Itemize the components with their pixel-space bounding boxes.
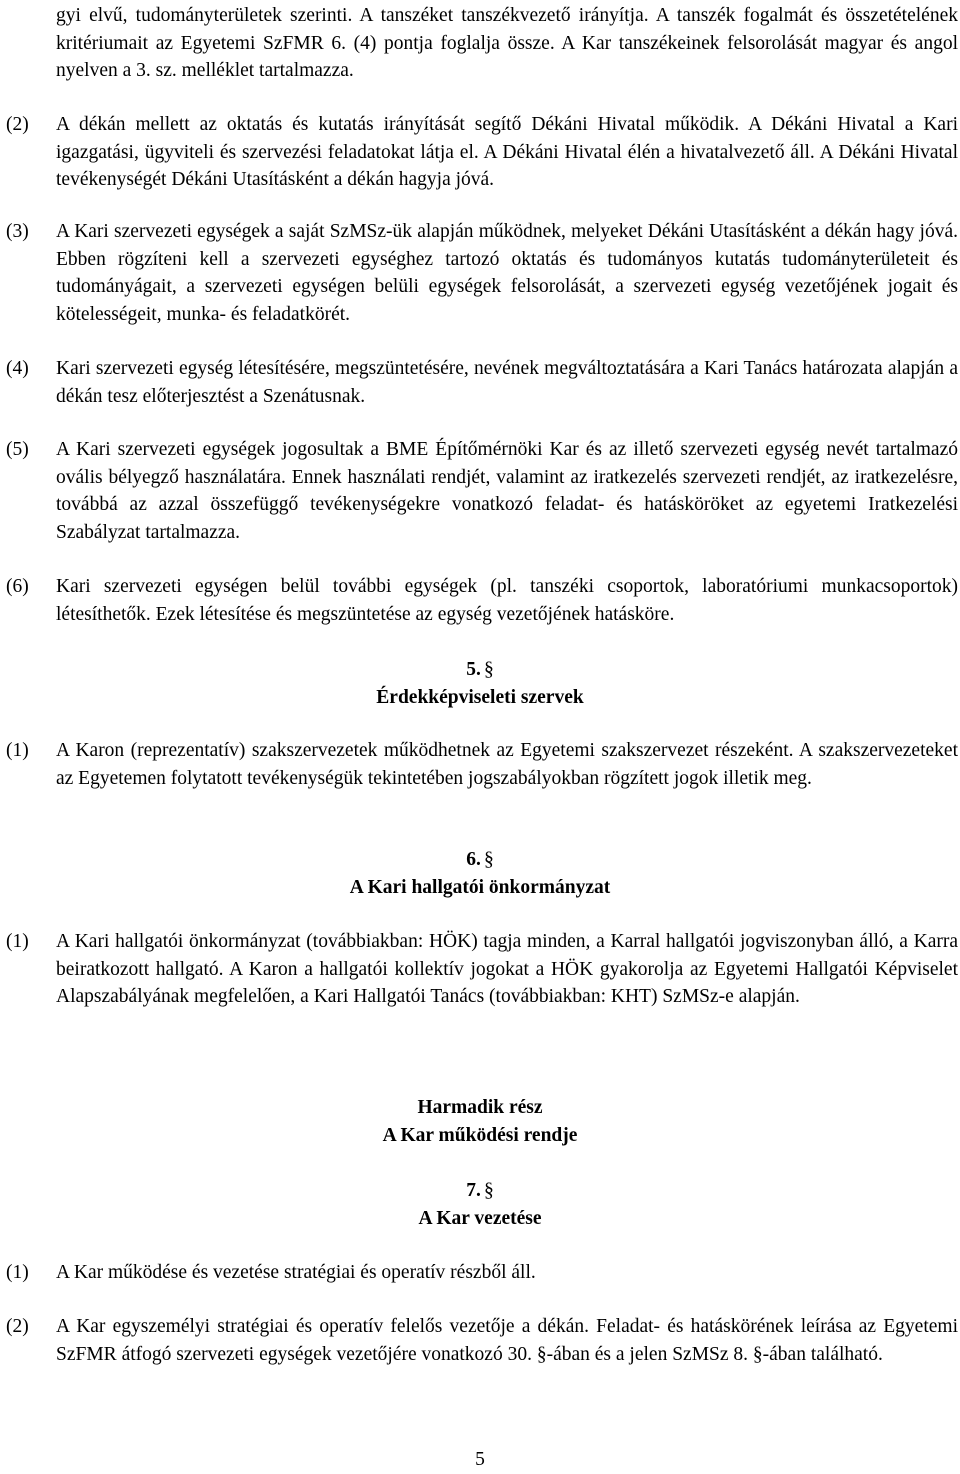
paragraph-number: (2): [6, 1316, 29, 1337]
paragraph-text: Kari szervezeti egység létesítésére, megszüntetésére, nevének megváltoztatására a Kari Tanács határozata alapján a dékán tesz előterjesztést a Szenátusnak.: [56, 358, 958, 407]
paragraph-text: A Kari hallgatói önkormányzat (továbbiakban: HÖK) tagja minden, a Karral hallgatói jogviszonyban álló, a Karra beiratkozott hallgató. A Karon a hallgatói kollektív jogokat a HÖK gyakorolja az Egyetemi Hallgatói Képviselet Alapszabályának megfelelően, a Kari Hallgatói Tanács (továbbiakban: KHT) SzMSz-e alapján.: [56, 931, 958, 1007]
section-sign-icon: §: [483, 848, 494, 870]
paragraph-text: A Kari szervezeti egységek a saját SzMSz-ük alapján működnek, melyeket Dékáni Utasításként a dékán hagy jóvá. Ebben rögzíteni kell a szervezeti egységhez tartozó oktatás és tudományos kutatás tudományterületeit és tudományágait, a szervezeti egységen belüli egységek felsorolását, a szervezeti egység vezetőjének jogait és kötelességeit, munka- és feladatkörét.: [56, 221, 958, 325]
paragraph-text: Kari szervezeti egységen belül további egységek (pl. tanszéki csoportok, laboratóriumi munkacsoportok) létesíthetők. Ezek létesítése és megszüntetése az egység vezetőjének hatásköre.: [56, 576, 958, 625]
paragraph-number: (6): [6, 576, 29, 597]
section-sign-icon: §: [536, 1343, 547, 1365]
paragraph-number: (4): [6, 358, 29, 379]
section-heading-number: 7. §: [0, 1177, 960, 1205]
paragraph-text: A Karon (reprezentatív) szakszervezetek működhetnek az Egyetemi szakszervezet részeként. A szakszervezeteket az Egyetemen folytatott tevékenységük tekintetében jogszabályokban rögzített jogok illetik meg.: [56, 740, 958, 789]
paragraph-number: (5): [6, 439, 29, 460]
section-heading-number: 5. §: [0, 656, 960, 684]
paragraph-number: (2): [6, 114, 29, 135]
section-heading-title: A Kar vezetése: [418, 1208, 542, 1229]
page-number: 5: [475, 1449, 485, 1470]
paragraph-number: (3): [6, 221, 29, 242]
continuation-paragraph: gyi elvű, tudományterületek szerinti. A tanszéket tanszékvezető irányítja. A tanszék fogalmát és összetételének kritériumait az Egyetemi SzFMR 6. (4) pontja foglalja össze. A Kar tanszékeinek felsorolását magyar és angol nyelven a 3. sz. melléklet tartalmazza.: [56, 5, 958, 81]
paragraph-text: A Kar működése és vezetése stratégiai és operatív részből áll.: [56, 1262, 536, 1283]
section-sign-icon: §: [752, 1343, 763, 1365]
section-sign-icon: §: [483, 658, 494, 680]
section-sign-icon: §: [483, 1179, 494, 1201]
paragraph-text: A Kar egyszemélyi stratégiai és operatív felelős vezetője a dékán. Feladat- és hatáskörének leírása az Egyetemi SzFMR átfogó szervezeti egységek vezetőjére vonatkozó 30. §-ában és a jelen SzMSz 8. §-ában található.: [56, 1316, 958, 1365]
paragraph-text: A Kari szervezeti egységek jogosultak a BME Építőmérnöki Kar és az illető szervezeti egység nevét tartalmazó ovális bélyegző használatára. Ennek használati rendjét, valamint az iratkezelés szervezeti rendjét, az iratkezelésre, továbbá az azzal összefüggő tevékenységekre vonatkozó feladat- és hatásköröket az egyetemi Iratkezelési Szabályzat tartalmazza.: [56, 439, 958, 543]
section-heading-title: A Kari hallgatói önkormányzat: [349, 877, 611, 898]
section-heading-title: Érdekképviseleti szervek: [376, 687, 584, 708]
paragraph-number: (1): [6, 1262, 29, 1283]
section-heading-number: 6. §: [0, 846, 960, 874]
paragraph-number: (1): [6, 931, 29, 952]
paragraph-text: A dékán mellett az oktatás és kutatás irányítását segítő Dékáni Hivatal működik. A Dékáni Hivatal a Kari igazgatási, ügyviteli és szervezési feladatokat látja el. A Dékáni Hivatal élén a hivatalvezető áll. A Dékáni Hivatal tevékenységét Dékáni Utasításként a dékán hagyja jóvá.: [56, 114, 958, 190]
paragraph-number: (1): [6, 740, 29, 761]
part-title: Harmadik rész: [417, 1097, 543, 1118]
part-subtitle: A Kar működési rendje: [382, 1125, 578, 1146]
